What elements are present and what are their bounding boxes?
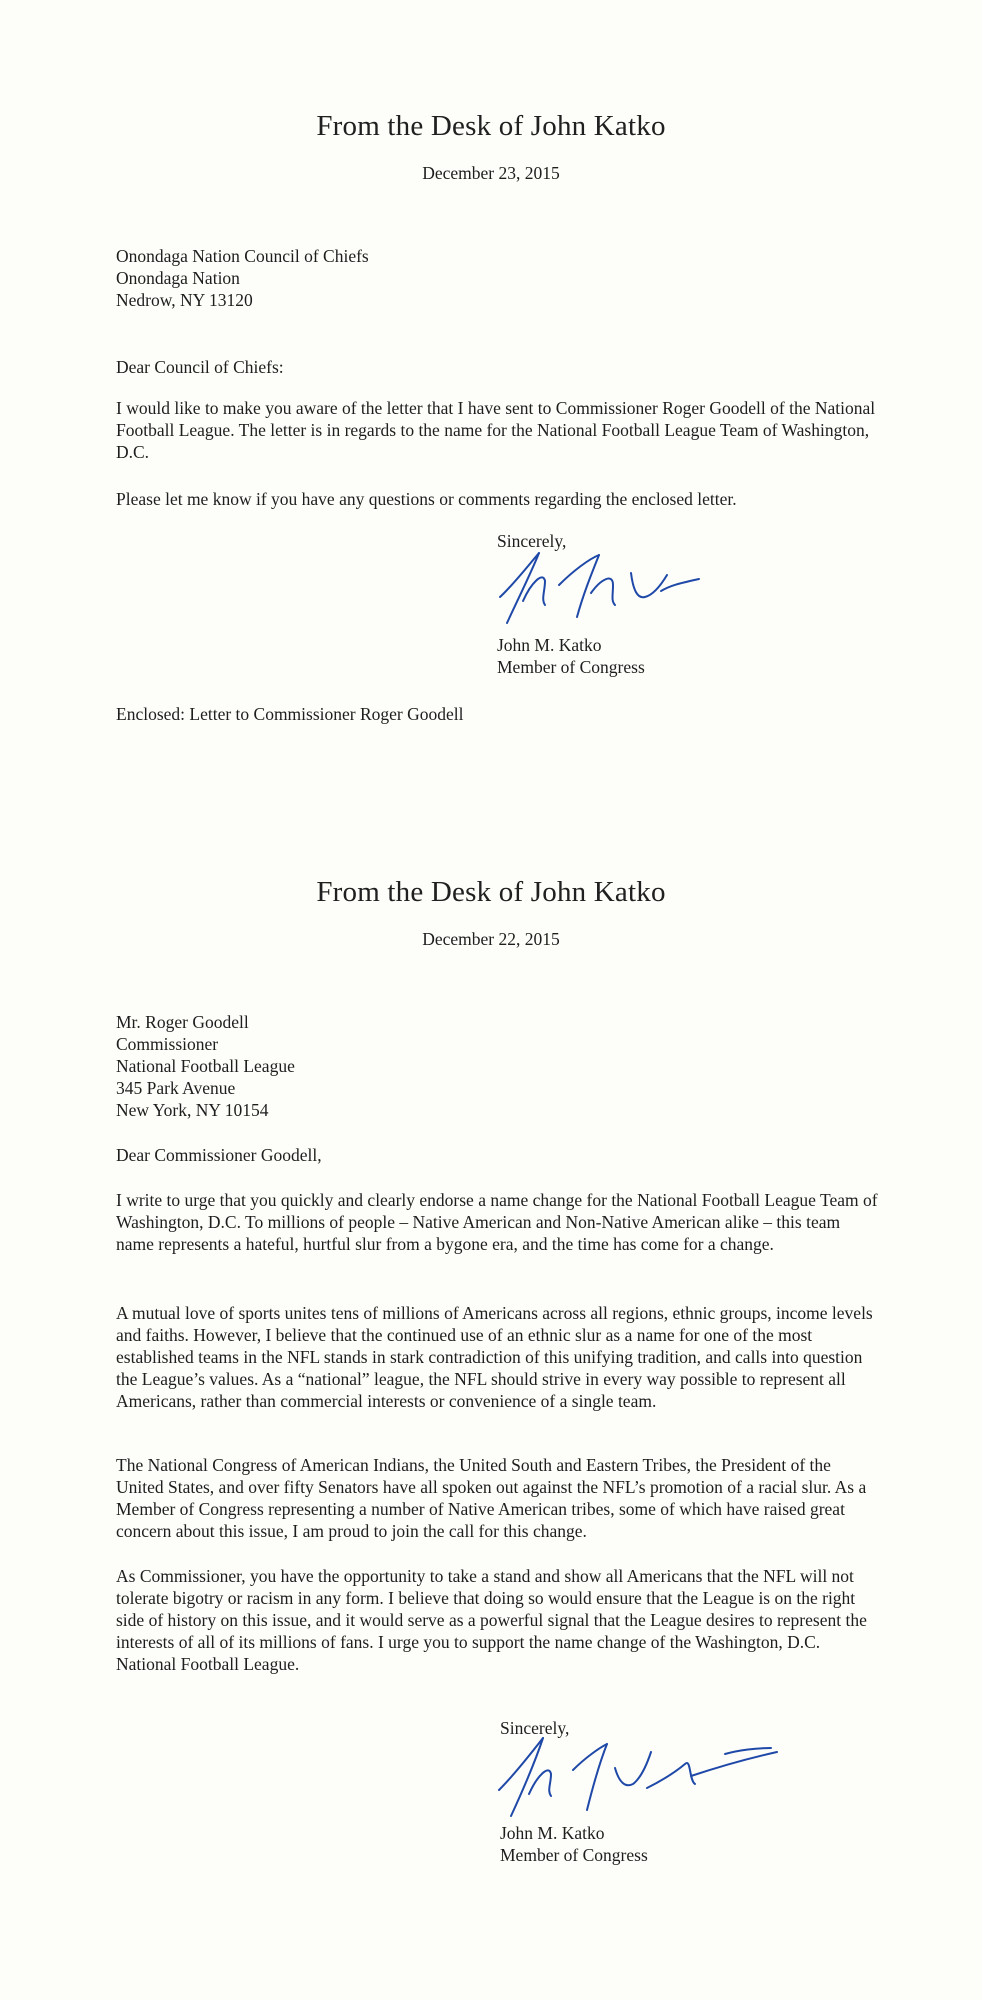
letter-date: December 22, 2015 [422,929,560,949]
body-paragraph: I write to urge that you quickly and clearly endorse a name change for the National Football League Team of Washington, D.C. To millions of people – Native American and Non-Native American alike – this team name represents a hateful, hurtful slur from a bygone era, and the time has come for a change. [116,1190,878,1254]
signer-title: Member of Congress [500,1845,648,1865]
handwritten-signature [495,545,745,630]
recipient-line: Onondaga Nation [116,268,240,288]
recipient-address [116,1011,295,1121]
recipient-line: Commissioner [116,1034,219,1054]
recipient-address [116,245,369,311]
signer-name: John M. Katko [497,635,602,655]
recipient-line: Onondaga Nation Council of Chiefs [116,246,369,266]
letter-council-of-chiefs [0,0,982,800]
body-paragraph: I would like to make you aware of the letter that I have sent to Commissioner Roger Goodell of the National Football League. The letter is in regards to the name for the National Football League Team of Washington, D.C. [116,398,876,462]
signer-block [500,1822,648,1866]
body-paragraph: Please let me know if you have any questions or comments regarding the enclosed letter. [116,489,737,509]
signer-block [497,634,645,678]
salutation: Dear Commissioner Goodell, [116,1145,322,1165]
letter-date: December 23, 2015 [422,163,560,183]
signer-title: Member of Congress [497,657,645,677]
enclosure-note: Enclosed: Letter to Commissioner Roger Goodell [116,704,464,724]
recipient-line: 345 Park Avenue [116,1078,236,1098]
handwritten-signature [495,1728,785,1823]
salutation: Dear Council of Chiefs: [116,357,284,377]
closing: Sincerely, [500,1718,570,1738]
recipient-line: New York, NY 10154 [116,1100,269,1120]
closing: Sincerely, [497,531,567,551]
letter-commissioner-goodell [0,800,982,2000]
body-paragraph: As Commissioner, you have the opportunity to take a stand and show all Americans that the NFL will not tolerate bigotry or racism in any form. I believe that doing so would ensure that the League is on the right side of history on this issue, and it would serve as a powerful signal that the League desires to represent the interests of all of its millions of fans. I urge you to support the name change of the Washington, D.C. National Football League. [116,1566,867,1674]
recipient-line: National Football League [116,1056,295,1076]
signer-name: John M. Katko [500,1823,605,1843]
body-paragraph: A mutual love of sports unites tens of millions of Americans across all regions, ethnic groups, income levels and faiths. However, I believe that the continued use of an ethnic slur as a name for one of the most established teams in the NFL stands in stark contradiction of this unifying tradition, and calls into question the League’s values. As a “national” league, the NFL should strive in every way possible to represent all Americans, rather than commercial interests or convenience of a single team. [116,1303,873,1411]
body-paragraph: The National Congress of American Indians, the United South and Eastern Tribes, the President of the United States, and over fifty Senators have all spoken out against the NFL’s promotion of a racial slur. As a Member of Congress representing a number of Native American tribes, some of which have raised great concern about this issue, I am proud to join the call for this change. [116,1455,867,1541]
recipient-line: Nedrow, NY 13120 [116,290,253,310]
letterhead-title: From the Desk of John Katko [316,876,666,908]
recipient-line: Mr. Roger Goodell [116,1012,249,1032]
letterhead-title: From the Desk of John Katko [316,110,666,142]
